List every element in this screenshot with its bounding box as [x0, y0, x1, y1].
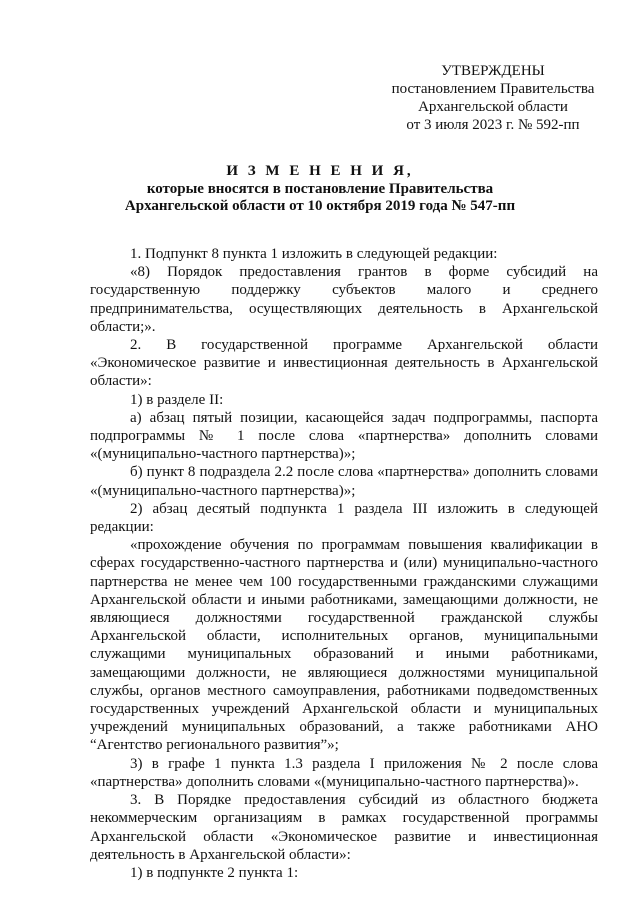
approval-line-2: Архангельской области: [418, 99, 568, 115]
paragraph: 3) в графе 1 пункта 1.3 раздела I приложения № 2 после слова «партнерства» дополнить словами «(муниципально-частного партнерства)».: [90, 755, 598, 790]
paragraph: б) пункт 8 подраздела 2.2 после слова «партнерства» дополнить словами «(муниципально-частного партнерства)»;: [90, 464, 598, 499]
heading-title: И З М Е Н Е Н И Я,: [226, 163, 414, 179]
approval-line-1: постановлением Правительства: [391, 81, 595, 97]
paragraph: «8) Порядок предоставления грантов в форме субсидий на государственную поддержку субъектов малого и среднего предпринимательства, осуществляющих деятельность в Архангельской области;».: [90, 264, 598, 335]
paragraph: а) абзац пятый позиции, касающейся задач подпрограммы, паспорта подпрограммы № 1 после слова «партнерства» дополнить словами «(муниципально-частного партнерства)»;: [90, 409, 598, 463]
paragraph: 1. Подпункт 8 пункта 1 изложить в следующей редакции:: [130, 246, 498, 262]
approval-stamp: [388, 62, 598, 134]
heading-line-1: которые вносятся в постановление Правительства: [146, 180, 494, 197]
paragraph: 1) в разделе II:: [130, 391, 224, 408]
heading-line-2: Архангельской области от 10 октября 2019 года № 547-пп: [124, 198, 516, 214]
paragraph: 1) в подпункте 2 пункта 1:: [130, 864, 299, 881]
document-heading: [90, 163, 550, 216]
document-body: [90, 245, 598, 882]
approval-title: УТВЕРЖДЕНЫ: [441, 63, 545, 79]
paragraph: «прохождение обучения по программам повышения квалификации в сферах государственно-частного партнерства и (или) муниципально-частного партнерства не менее чем 100 государственными гражданскими служащими Архангельской области и иными работниками, замещающими должности, не являющиеся должностями государственной гражданской службы Архангельской области, исполнительных органов, муниципальными служащими муниципальных образований и иными работниками, замещающими должности, не являющиеся должностями муниципальной службы, органов местного самоуправления, работниками подведомственных государственных учреждений Архангельской области и муниципальных учреждений муниципальных образований, а также работниками АНО “Агентство регионального развития”»;: [90, 537, 598, 754]
paragraph: 2. В государственной программе Архангельской области «Экономическое развитие и инвестиционная деятельность в Архангельской области»:: [90, 337, 598, 390]
paragraph: 2) абзац десятый подпункта 1 раздела III изложить в следующей редакции:: [90, 500, 598, 536]
paragraph: 3. В Порядке предоставления субсидий из областного бюджета некоммерческим организациям в рамках государственной программы Архангельской области «Экономическое развитие и инвестиционная деятельность в Архангельской области»:: [90, 792, 598, 863]
approval-line-3: от 3 июля 2023 г. № 592-пп: [406, 117, 580, 133]
